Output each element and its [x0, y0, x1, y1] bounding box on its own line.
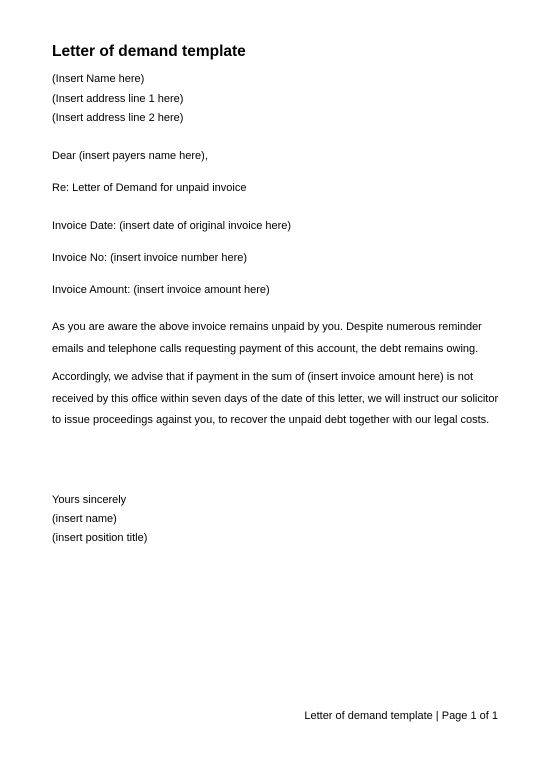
closing-name: (insert name) [52, 513, 117, 525]
salutation: Dear (insert payers name here), [52, 150, 208, 162]
sender-address-line-1: (Insert address line 1 here) [52, 93, 184, 105]
invoice-number: Invoice No: (insert invoice number here) [52, 252, 248, 264]
sender-address-line-2: (Insert address line 2 here) [52, 112, 184, 124]
body-paragraph-2: Accordingly, we advise that if payment in the sum of (insert invoice amount here) is not received by this office within seven days of the date of this letter, we will instruct our solicitor to issue proceedings against you, to recover the unpaid debt together with our legal costs. [52, 371, 499, 426]
document-title: Letter of demand template [52, 43, 246, 60]
sender-name: (Insert Name here) [52, 73, 145, 85]
invoice-amount: Invoice Amount: (insert invoice amount here) [52, 284, 270, 296]
subject-line: Re: Letter of Demand for unpaid invoice [52, 182, 247, 194]
page-footer: Letter of demand template | Page 1 of 1 [304, 710, 498, 722]
invoice-date: Invoice Date: (insert date of original invoice here) [52, 220, 292, 232]
closing-signoff: Yours sincerely [52, 494, 127, 506]
closing-position: (insert position title) [52, 532, 148, 544]
body-paragraph-1: As you are aware the above invoice remains unpaid by you. Despite numerous reminder emails and telephone calls requesting payment of this account, the debt remains owing. [52, 321, 482, 355]
